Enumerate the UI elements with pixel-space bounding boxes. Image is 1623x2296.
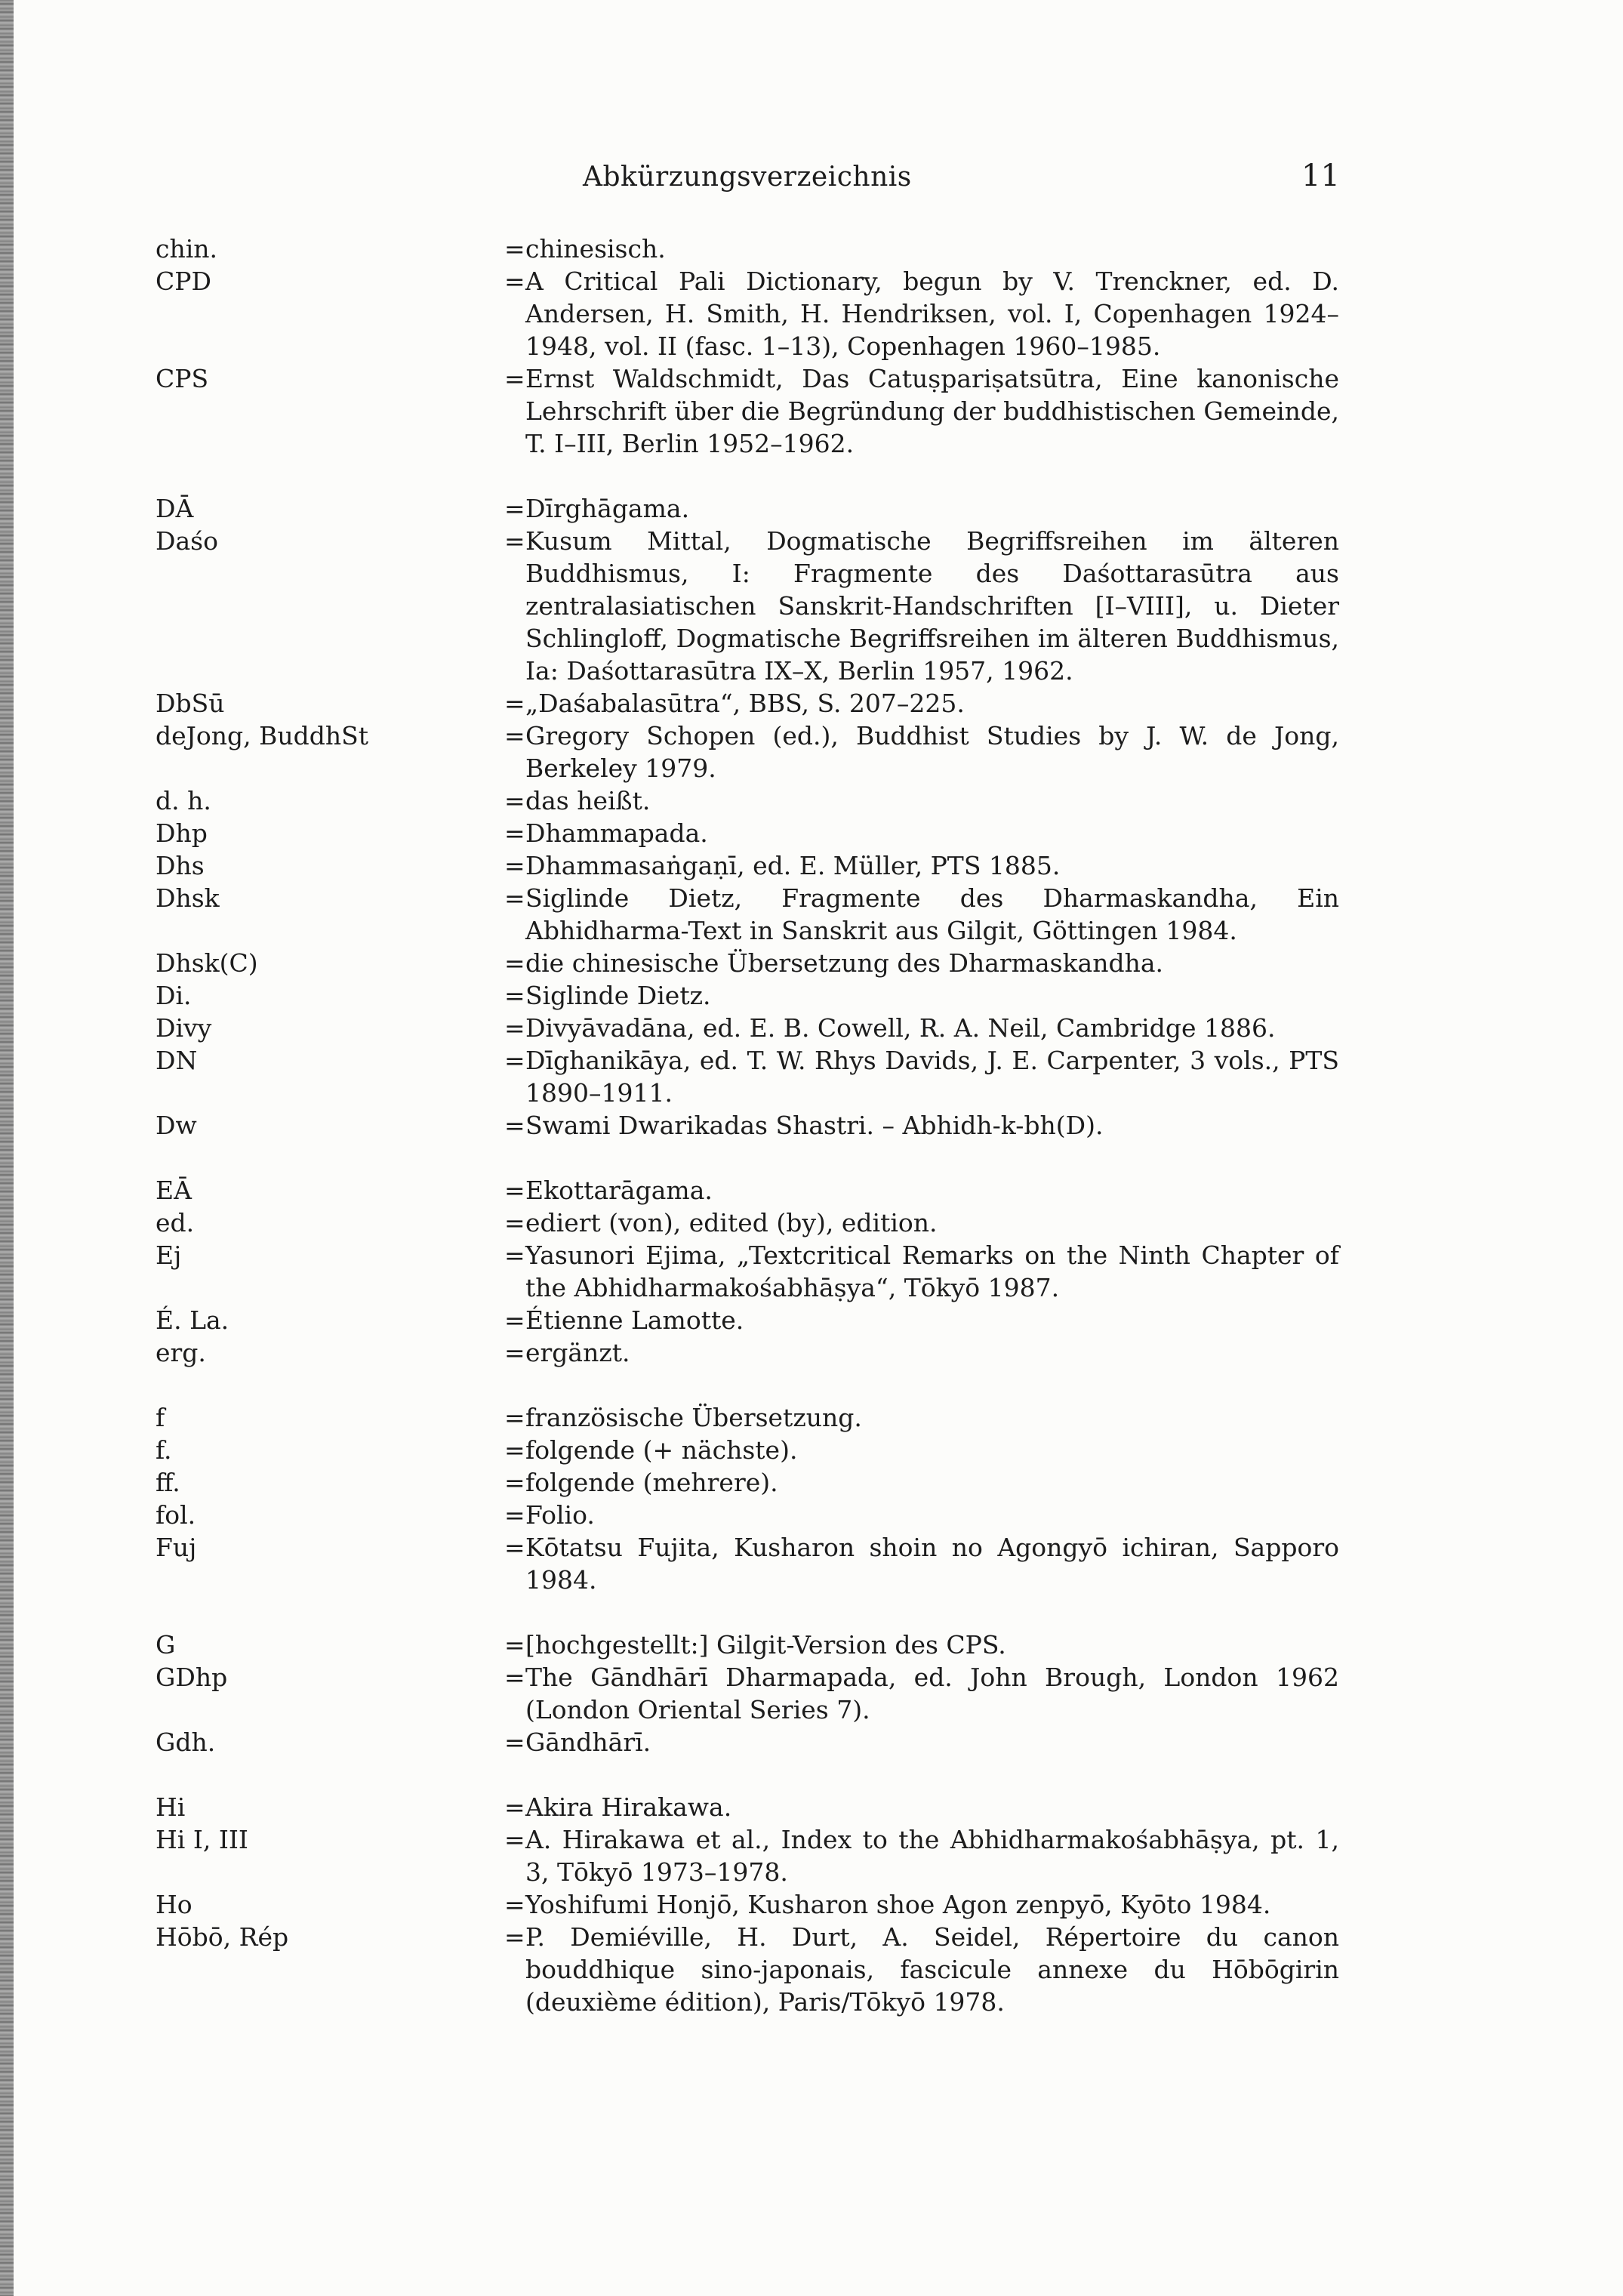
- equals-sign: =: [504, 883, 525, 913]
- definition: Ernst Waldschmidt, Das Catuṣpariṣatsūtra, Eine kanonische Lehrschrift über die Begründung der buddhistischen Gemeinde, T. I–III, Berlin 1952–1962.: [525, 364, 1339, 458]
- abbreviation: ed.: [156, 1208, 195, 1237]
- definition: chinesisch.: [525, 234, 666, 264]
- equals-sign: =: [504, 1338, 525, 1367]
- definition: folgende (+ nächste).: [525, 1435, 798, 1465]
- equals-sign: =: [504, 1533, 525, 1562]
- abbreviation: Dw: [156, 1111, 197, 1140]
- definition: ediert (von), edited (by), edition.: [525, 1208, 938, 1237]
- definition: Kusum Mittal, Dogmatische Begriffsreihen im älteren Buddhismus, I: Fragmente des Daśottarasūtra aus zentralasiatischen Sanskrit-Handschriften [I–VIII], u. Dieter Schlingloff, Dogmatische Begriffsreihen im älteren Buddhismus, Ia: Daśottarasūtra IX–X, Berlin 1957, 1962.: [525, 526, 1339, 686]
- list-item: [156, 979, 1363, 1012]
- abbreviation: f: [156, 1403, 165, 1432]
- abbreviation: d. h.: [156, 786, 211, 815]
- abbreviation: Gdh.: [156, 1727, 216, 1757]
- equals-sign: =: [504, 1630, 525, 1660]
- list-item: [156, 1012, 1363, 1044]
- abbreviation: Dhsk(C): [156, 948, 258, 978]
- abbreviation: Hi: [156, 1792, 186, 1822]
- equals-sign: =: [504, 1013, 525, 1043]
- list-item: [156, 1888, 1363, 1921]
- definition: Gregory Schopen (ed.), Buddhist Studies by J. W. de Jong, Berkeley 1979.: [525, 721, 1339, 783]
- list-item: [156, 1239, 1363, 1304]
- abbreviation: erg.: [156, 1338, 206, 1367]
- abbreviation: GDhp: [156, 1663, 228, 1692]
- definition: Dīrghāgama.: [525, 494, 690, 523]
- list-item: [156, 849, 1363, 882]
- definition: Folio.: [525, 1500, 595, 1530]
- equals-sign: =: [504, 1890, 525, 1919]
- equals-sign: =: [504, 1403, 525, 1432]
- binding-edge: [0, 0, 14, 2296]
- definition: Dīghanikāya, ed. T. W. Rhys Davids, J. E. Carpenter, 3 vols., PTS 1890–1911.: [525, 1046, 1339, 1108]
- equals-sign: =: [504, 1500, 525, 1530]
- list-item: [156, 265, 1363, 362]
- definition: Étienne Lamotte.: [525, 1305, 744, 1335]
- definition: Ekottarāgama.: [525, 1176, 713, 1205]
- definition: Yoshifumi Honjō, Kusharon shoe Agon zenpyō, Kyōto 1984.: [525, 1890, 1271, 1919]
- abbreviation: Divy: [156, 1013, 212, 1043]
- list-item: [156, 1434, 1363, 1466]
- definition: P. Demiéville, H. Durt, A. Seidel, Répertoire du canon bouddhique sino-japonais, fascicule annexe du Hōbōgirin (deuxième édition), Paris/Tōkyō 1978.: [525, 1922, 1339, 2017]
- definition: A. Hirakawa et al., Index to the Abhidharmakośabhāṣya, pt. 1, 3, Tōkyō 1973–1978.: [525, 1825, 1339, 1887]
- abbreviation: G: [156, 1630, 176, 1660]
- equals-sign: =: [504, 1663, 525, 1692]
- definition: das heißt.: [525, 786, 651, 815]
- abbreviation: deJong, BuddhSt: [156, 721, 368, 750]
- abbreviation: Ho: [156, 1890, 192, 1919]
- equals-sign: =: [504, 267, 525, 296]
- list-item: [156, 1207, 1363, 1239]
- definition: The Gāndhārī Dharmapada, ed. John Brough, London 1962 (London Oriental Series 7).: [525, 1663, 1339, 1724]
- abbreviation: DĀ: [156, 494, 194, 523]
- equals-sign: =: [504, 1240, 525, 1270]
- list-item: [156, 947, 1363, 979]
- list-item: [156, 817, 1363, 849]
- list-item: [156, 720, 1363, 784]
- abbreviation: f.: [156, 1435, 172, 1465]
- definition: Gāndhārī.: [525, 1727, 651, 1757]
- list-item: [156, 362, 1363, 460]
- equals-sign: =: [504, 1046, 525, 1075]
- equals-sign: =: [504, 1111, 525, 1140]
- equals-sign: =: [504, 721, 525, 750]
- list-item: [156, 784, 1363, 817]
- definition: Dhammasaṅgaṇī, ed. E. Müller, PTS 1885.: [525, 851, 1061, 880]
- equals-sign: =: [504, 1727, 525, 1757]
- abbreviation: É. La.: [156, 1305, 229, 1335]
- equals-sign: =: [504, 494, 525, 523]
- list-item: [156, 1109, 1363, 1142]
- definition: „Daśabalasūtra“, BBS, S. 207–225.: [525, 689, 965, 718]
- list-item: [156, 1629, 1363, 1661]
- abbreviation: CPD: [156, 267, 211, 296]
- list-item: [156, 1921, 1363, 2018]
- abbreviation: Dhsk: [156, 883, 220, 913]
- abbreviation: Dhs: [156, 851, 205, 880]
- equals-sign: =: [504, 818, 525, 848]
- list-item: [156, 1304, 1363, 1336]
- equals-sign: =: [504, 948, 525, 978]
- definition: [hochgestellt:] Gilgit-Version des CPS.: [525, 1630, 1006, 1660]
- equals-sign: =: [504, 981, 525, 1010]
- equals-sign: =: [504, 1792, 525, 1822]
- abbreviation-list: [156, 233, 1363, 2018]
- definition: französische Übersetzung.: [525, 1403, 862, 1432]
- abbreviation: Di.: [156, 981, 192, 1010]
- equals-sign: =: [504, 364, 525, 393]
- page-number: 11: [1301, 159, 1340, 193]
- abbreviation: EĀ: [156, 1176, 192, 1205]
- list-item: [156, 1661, 1363, 1726]
- definition: ergänzt.: [525, 1338, 630, 1367]
- definition: Dhammapada.: [525, 818, 708, 848]
- equals-sign: =: [504, 689, 525, 718]
- definition: Yasunori Ejima, „Textcritical Remarks on the Ninth Chapter of the Abhidharmakośabhāṣya“, Tōkyō 1987.: [525, 1240, 1339, 1302]
- equals-sign: =: [504, 1468, 525, 1497]
- page-title: Abkürzungsverzeichnis: [583, 162, 912, 193]
- abbreviation: Dhp: [156, 818, 208, 848]
- abbreviation: DbSū: [156, 689, 225, 718]
- definition: Divyāvadāna, ed. E. B. Cowell, R. A. Neil, Cambridge 1886.: [525, 1013, 1276, 1043]
- equals-sign: =: [504, 1435, 525, 1465]
- list-item: [156, 1336, 1363, 1369]
- list-item: [156, 492, 1363, 525]
- list-item: [156, 1499, 1363, 1531]
- equals-sign: =: [504, 526, 525, 556]
- definition: Swami Dwarikadas Shastri. – Abhidh-k-bh(D).: [525, 1111, 1104, 1140]
- list-item: [156, 1044, 1363, 1109]
- definition: folgende (mehrere).: [525, 1468, 778, 1497]
- equals-sign: =: [504, 851, 525, 880]
- definition: Kōtatsu Fujita, Kusharon shoin no Agongyō ichiran, Sapporo 1984.: [525, 1533, 1339, 1595]
- definition: die chinesische Übersetzung des Dharmaskandha.: [525, 948, 1164, 978]
- definition: Siglinde Dietz, Fragmente des Dharmaskandha, Ein Abhidharma-Text in Sanskrit aus Gilgit, Göttingen 1984.: [525, 883, 1339, 945]
- list-item: [156, 1531, 1363, 1596]
- definition: Akira Hirakawa.: [525, 1792, 732, 1822]
- list-item: [156, 1823, 1363, 1888]
- abbreviation: Hi I, III: [156, 1825, 248, 1854]
- abbreviation: Daśo: [156, 526, 218, 556]
- abbreviation: CPS: [156, 364, 209, 393]
- abbreviation: Hōbō, Rép: [156, 1922, 289, 1952]
- list-item: [156, 525, 1363, 687]
- list-item: [156, 1791, 1363, 1823]
- equals-sign: =: [504, 1176, 525, 1205]
- equals-sign: =: [504, 1305, 525, 1335]
- list-item: [156, 1726, 1363, 1758]
- definition: Siglinde Dietz.: [525, 981, 711, 1010]
- abbreviation: fol.: [156, 1500, 196, 1530]
- equals-sign: =: [504, 234, 525, 264]
- abbreviation: Fuj: [156, 1533, 197, 1562]
- list-item: [156, 1466, 1363, 1499]
- list-item: [156, 233, 1363, 265]
- list-item: [156, 882, 1363, 947]
- abbreviation: DN: [156, 1046, 198, 1075]
- equals-sign: =: [504, 1208, 525, 1237]
- list-item: [156, 687, 1363, 720]
- equals-sign: =: [504, 1922, 525, 1952]
- abbreviation: chin.: [156, 234, 218, 264]
- equals-sign: =: [504, 1825, 525, 1854]
- abbreviation: ff.: [156, 1468, 180, 1497]
- abbreviation: Ej: [156, 1240, 182, 1270]
- list-item: [156, 1401, 1363, 1434]
- equals-sign: =: [504, 786, 525, 815]
- definition: A Critical Pali Dictionary, begun by V. Trenckner, ed. D. Andersen, H. Smith, H. Hendriksen, vol. I, Copenhagen 1924–1948, vol. II (fasc. 1–13), Copenhagen 1960–1985.: [525, 267, 1339, 361]
- list-item: [156, 1174, 1363, 1207]
